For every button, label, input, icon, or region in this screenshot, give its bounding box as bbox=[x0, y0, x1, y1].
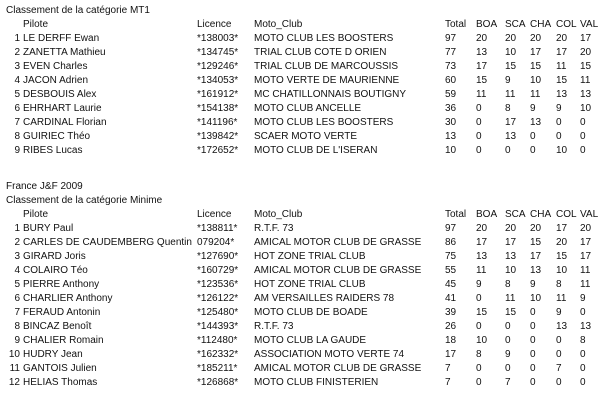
rank: 1 bbox=[14, 223, 20, 234]
score-boa: 13 bbox=[476, 251, 488, 262]
table-row bbox=[0, 102, 600, 115]
licence: *161912* bbox=[197, 89, 239, 100]
score-cha: 20 bbox=[530, 223, 542, 234]
score-boa: 0 bbox=[476, 363, 482, 374]
rank: 6 bbox=[14, 293, 20, 304]
licence: *126122* bbox=[197, 293, 239, 304]
club: MOTO CLUB ANCELLE bbox=[254, 103, 362, 114]
score-sca: 7 bbox=[505, 377, 511, 388]
pilot-name: PIERRE Anthony bbox=[23, 279, 100, 290]
score-sca: 13 bbox=[505, 131, 517, 142]
club: MOTO CLUB FINISTERIEN bbox=[254, 377, 379, 388]
score-cha: 0 bbox=[530, 335, 536, 346]
score-boa: 0 bbox=[476, 131, 482, 142]
header-cha: CHA bbox=[530, 209, 552, 220]
pilot-name: CARLES DE CAUDEMBERG Quentin bbox=[23, 237, 192, 248]
rank: 10 bbox=[8, 349, 20, 360]
header-licence: Licence bbox=[197, 19, 232, 30]
total: 86 bbox=[445, 237, 457, 248]
total: 97 bbox=[445, 33, 457, 44]
score-val: 0 bbox=[580, 131, 586, 142]
score-cha: 15 bbox=[530, 237, 542, 248]
score-col: 8 bbox=[556, 279, 562, 290]
club: R.T.F. 73 bbox=[254, 321, 294, 332]
score-cha: 17 bbox=[530, 47, 542, 58]
licence: *154138* bbox=[197, 103, 239, 114]
pilot-name: RIBES Lucas bbox=[23, 145, 83, 156]
score-val: 17 bbox=[580, 33, 592, 44]
licence: *138811* bbox=[197, 223, 238, 234]
rank: 4 bbox=[14, 265, 20, 276]
table-row bbox=[0, 362, 600, 375]
score-sca: 20 bbox=[505, 33, 517, 44]
licence: *138003* bbox=[197, 33, 239, 44]
table-row bbox=[0, 348, 600, 361]
score-val: 15 bbox=[580, 61, 592, 72]
pilot-name: COLAIRO Téo bbox=[23, 265, 88, 276]
score-val: 11 bbox=[580, 265, 591, 276]
pilot-name: EHRHART Laurie bbox=[23, 103, 102, 114]
score-boa: 0 bbox=[476, 321, 482, 332]
header-val: VAL bbox=[580, 19, 599, 30]
pilot-name: HUDRY Jean bbox=[23, 349, 83, 360]
score-val: 13 bbox=[580, 89, 592, 100]
score-col: 0 bbox=[556, 377, 562, 388]
club: MOTO CLUB LA GAUDE bbox=[254, 335, 367, 346]
pilot-name: GANTOIS Julien bbox=[23, 363, 97, 374]
header-pilot: Pilote bbox=[23, 209, 49, 220]
score-cha: 0 bbox=[530, 363, 536, 374]
score-sca: 0 bbox=[505, 335, 511, 346]
score-col: 15 bbox=[556, 75, 568, 86]
pilot-name: CARDINAL Florian bbox=[23, 117, 107, 128]
score-col: 17 bbox=[556, 47, 568, 58]
club: SCAER MOTO VERTE bbox=[254, 131, 357, 142]
score-col: 10 bbox=[556, 265, 568, 276]
score-cha: 20 bbox=[530, 33, 542, 44]
table-row bbox=[0, 306, 600, 319]
score-sca: 10 bbox=[505, 265, 517, 276]
table-row bbox=[0, 278, 600, 291]
licence: *172652* bbox=[197, 145, 239, 156]
score-cha: 0 bbox=[530, 349, 536, 360]
pilot-name: DESBOUIS Alex bbox=[23, 89, 97, 100]
licence: *112480* bbox=[197, 335, 238, 346]
score-val: 0 bbox=[580, 145, 586, 156]
rank: 7 bbox=[14, 307, 20, 318]
score-sca: 0 bbox=[505, 145, 511, 156]
rank: 6 bbox=[14, 103, 20, 114]
rank: 2 bbox=[14, 47, 20, 58]
header-club: Moto_Club bbox=[254, 19, 303, 30]
pilot-name: HELIAS Thomas bbox=[23, 377, 98, 388]
header-sca: SCA bbox=[505, 209, 526, 220]
header-club: Moto_Club bbox=[254, 209, 303, 220]
score-cha: 9 bbox=[530, 279, 536, 290]
score-val: 11 bbox=[580, 279, 591, 290]
club: ASSOCIATION MOTO VERTE 74 bbox=[254, 349, 405, 360]
club: AMICAL MOTOR CLUB DE GRASSE bbox=[254, 265, 422, 276]
licence: *144393* bbox=[197, 321, 239, 332]
score-val: 0 bbox=[580, 363, 586, 374]
pilot-name: CHARLIER Anthony bbox=[23, 293, 113, 304]
score-col: 0 bbox=[556, 117, 562, 128]
header-total: Total bbox=[445, 209, 467, 220]
total: 60 bbox=[445, 75, 457, 86]
club: HOT ZONE TRIAL CLUB bbox=[254, 279, 366, 290]
rank: 9 bbox=[14, 145, 20, 156]
table-row bbox=[0, 334, 600, 347]
pilot-name: JACON Adrien bbox=[23, 75, 89, 86]
score-sca: 17 bbox=[505, 117, 517, 128]
score-col: 0 bbox=[556, 131, 562, 142]
club: MOTO CLUB DE BOADE bbox=[254, 307, 368, 318]
header-licence: Licence bbox=[197, 209, 232, 220]
rank: 1 bbox=[14, 33, 20, 44]
score-sca: 0 bbox=[505, 363, 511, 374]
total: 55 bbox=[445, 265, 457, 276]
score-boa: 0 bbox=[476, 145, 482, 156]
score-cha: 0 bbox=[530, 131, 536, 142]
pilot-name: GUIRIEC Théo bbox=[23, 131, 91, 142]
section1-title-line bbox=[0, 4, 600, 17]
rank: 12 bbox=[8, 377, 20, 388]
rank: 3 bbox=[14, 251, 20, 262]
section2-title-line bbox=[0, 194, 600, 207]
score-boa: 0 bbox=[476, 377, 482, 388]
score-sca: 15 bbox=[505, 307, 517, 318]
total: 7 bbox=[445, 363, 451, 374]
score-val: 20 bbox=[580, 223, 592, 234]
header-pilot: Pilote bbox=[23, 19, 49, 30]
club: TRIAL CLUB DE MARCOUSSIS bbox=[254, 61, 399, 72]
score-sca: 9 bbox=[505, 75, 511, 86]
total: 73 bbox=[445, 61, 457, 72]
licence: *129246* bbox=[197, 61, 239, 72]
score-sca: 13 bbox=[505, 251, 517, 262]
score-boa: 13 bbox=[476, 47, 488, 58]
club: MOTO VERTE DE MAURIENNE bbox=[254, 75, 400, 86]
table-row bbox=[0, 250, 600, 263]
score-sca: 8 bbox=[505, 279, 511, 290]
club: MC CHATILLONNAIS BOUTIGNY bbox=[254, 89, 407, 100]
score-col: 20 bbox=[556, 237, 568, 248]
score-sca: 20 bbox=[505, 223, 517, 234]
licence: *139842* bbox=[197, 131, 239, 142]
score-sca: 11 bbox=[505, 89, 516, 100]
total: 77 bbox=[445, 47, 457, 58]
table-row bbox=[0, 88, 600, 101]
club: MOTO CLUB DE L'ISERAN bbox=[254, 145, 378, 156]
score-col: 11 bbox=[556, 61, 567, 72]
header-val: VAL bbox=[580, 209, 599, 220]
total: 59 bbox=[445, 89, 457, 100]
total: 10 bbox=[445, 145, 457, 156]
score-val: 0 bbox=[580, 117, 586, 128]
score-sca: 17 bbox=[505, 237, 517, 248]
pilot-name: FERAUD Antonin bbox=[23, 307, 101, 318]
score-val: 0 bbox=[580, 377, 586, 388]
table-row bbox=[0, 116, 600, 129]
rank: 9 bbox=[14, 335, 20, 346]
licence: *141196* bbox=[197, 117, 238, 128]
table-row bbox=[0, 46, 600, 59]
score-val: 8 bbox=[580, 335, 586, 346]
rank: 4 bbox=[14, 75, 20, 86]
score-col: 13 bbox=[556, 89, 568, 100]
score-cha: 0 bbox=[530, 321, 536, 332]
total: 17 bbox=[445, 349, 457, 360]
club: AMICAL MOTOR CLUB DE GRASSE bbox=[254, 363, 422, 374]
section2-header-row bbox=[0, 208, 600, 221]
total: 45 bbox=[445, 279, 457, 290]
rank: 5 bbox=[14, 89, 20, 100]
score-boa: 0 bbox=[476, 103, 482, 114]
table-row bbox=[0, 222, 600, 235]
score-col: 9 bbox=[556, 103, 562, 114]
pilot-name: LE DERFF Ewan bbox=[23, 33, 100, 44]
score-boa: 8 bbox=[476, 349, 482, 360]
table-row bbox=[0, 292, 600, 305]
score-cha: 13 bbox=[530, 117, 542, 128]
header-boa: BOA bbox=[476, 209, 498, 220]
licence: *134053* bbox=[197, 75, 239, 86]
score-val: 17 bbox=[580, 251, 592, 262]
table-row bbox=[0, 130, 600, 143]
score-boa: 10 bbox=[476, 335, 488, 346]
header-total: Total bbox=[445, 19, 467, 30]
score-boa: 9 bbox=[476, 279, 482, 290]
score-cha: 0 bbox=[530, 145, 536, 156]
score-val: 13 bbox=[580, 321, 592, 332]
score-val: 9 bbox=[580, 293, 586, 304]
licence: *185211* bbox=[197, 363, 238, 374]
score-boa: 15 bbox=[476, 75, 488, 86]
score-val: 17 bbox=[580, 237, 592, 248]
section2-title: Classement de la catégorie Minime bbox=[6, 195, 163, 206]
club: MOTO CLUB LES BOOSTERS bbox=[254, 33, 394, 44]
pilot-name: EVEN Charles bbox=[23, 61, 88, 72]
total: 18 bbox=[445, 335, 457, 346]
score-boa: 0 bbox=[476, 293, 482, 304]
rank: 3 bbox=[14, 61, 20, 72]
table-row bbox=[0, 144, 600, 157]
section1-title: Classement de la catégorie MT1 bbox=[6, 5, 150, 16]
section1-header-row bbox=[0, 18, 600, 31]
total: 13 bbox=[445, 131, 457, 142]
licence: *125480* bbox=[197, 307, 239, 318]
header-col: COL bbox=[556, 19, 577, 30]
score-val: 10 bbox=[580, 103, 592, 114]
score-boa: 11 bbox=[476, 89, 487, 100]
club: AM VERSAILLES RAIDERS 78 bbox=[254, 293, 395, 304]
rank: 5 bbox=[14, 279, 20, 290]
total: 30 bbox=[445, 117, 457, 128]
total: 41 bbox=[445, 293, 457, 304]
score-sca: 15 bbox=[505, 61, 517, 72]
score-col: 0 bbox=[556, 349, 562, 360]
rank: 8 bbox=[14, 131, 20, 142]
score-col: 0 bbox=[556, 335, 562, 346]
table-row bbox=[0, 264, 600, 277]
score-boa: 11 bbox=[476, 265, 487, 276]
score-cha: 15 bbox=[530, 61, 542, 72]
pilot-name: CHALIER Romain bbox=[23, 335, 104, 346]
score-boa: 0 bbox=[476, 117, 482, 128]
table-row bbox=[0, 32, 600, 45]
licence: *162332* bbox=[197, 349, 239, 360]
total: 97 bbox=[445, 223, 457, 234]
score-col: 17 bbox=[556, 223, 568, 234]
table-row bbox=[0, 320, 600, 333]
licence: 079204* bbox=[197, 237, 235, 248]
header-cha: CHA bbox=[530, 19, 552, 30]
total: 26 bbox=[445, 321, 457, 332]
rank: 7 bbox=[14, 117, 20, 128]
table-row bbox=[0, 60, 600, 73]
score-val: 11 bbox=[580, 75, 591, 86]
score-val: 0 bbox=[580, 349, 586, 360]
score-sca: 9 bbox=[505, 349, 511, 360]
rank: 2 bbox=[14, 237, 20, 248]
score-cha: 10 bbox=[530, 293, 542, 304]
licence: *123536* bbox=[197, 279, 239, 290]
score-col: 20 bbox=[556, 33, 568, 44]
score-cha: 10 bbox=[530, 75, 542, 86]
licence: *126868* bbox=[197, 377, 239, 388]
rank: 11 bbox=[9, 363, 20, 374]
score-boa: 20 bbox=[476, 33, 488, 44]
header-sca: SCA bbox=[505, 19, 526, 30]
score-sca: 8 bbox=[505, 103, 511, 114]
score-col: 13 bbox=[556, 321, 568, 332]
score-col: 7 bbox=[556, 363, 562, 374]
score-boa: 15 bbox=[476, 307, 488, 318]
score-col: 9 bbox=[556, 307, 562, 318]
rank: 8 bbox=[14, 321, 20, 332]
total: 7 bbox=[445, 377, 451, 388]
score-cha: 0 bbox=[530, 377, 536, 388]
pilot-name: ZANETTA Mathieu bbox=[23, 47, 106, 58]
pilot-name: BINCAZ Benoît bbox=[23, 321, 92, 332]
score-val: 20 bbox=[580, 47, 592, 58]
score-col: 11 bbox=[556, 293, 567, 304]
table-row bbox=[0, 74, 600, 87]
score-sca: 10 bbox=[505, 47, 517, 58]
score-sca: 0 bbox=[505, 321, 511, 332]
pilot-name: BURY Paul bbox=[23, 223, 74, 234]
section2-pretitle: France J&F 2009 bbox=[6, 181, 83, 192]
score-cha: 9 bbox=[530, 103, 536, 114]
club: HOT ZONE TRIAL CLUB bbox=[254, 251, 366, 262]
score-col: 10 bbox=[556, 145, 568, 156]
score-cha: 13 bbox=[530, 265, 542, 276]
section2-pretitle-line bbox=[0, 180, 600, 193]
licence: *127690* bbox=[197, 251, 239, 262]
table-row bbox=[0, 236, 600, 249]
club: TRIAL CLUB COTE D ORIEN bbox=[254, 47, 387, 58]
score-val: 0 bbox=[580, 307, 586, 318]
score-cha: 17 bbox=[530, 251, 542, 262]
score-boa: 17 bbox=[476, 61, 488, 72]
header-col: COL bbox=[556, 209, 577, 220]
score-boa: 20 bbox=[476, 223, 488, 234]
score-boa: 17 bbox=[476, 237, 488, 248]
total: 75 bbox=[445, 251, 457, 262]
club: AMICAL MOTOR CLUB DE GRASSE bbox=[254, 237, 422, 248]
licence: *134745* bbox=[197, 47, 239, 58]
table-row bbox=[0, 376, 600, 389]
score-cha: 0 bbox=[530, 307, 536, 318]
total: 39 bbox=[445, 307, 457, 318]
score-cha: 11 bbox=[530, 89, 541, 100]
club: MOTO CLUB LES BOOSTERS bbox=[254, 117, 394, 128]
header-boa: BOA bbox=[476, 19, 498, 30]
total: 36 bbox=[445, 103, 457, 114]
pilot-name: GIRARD Joris bbox=[23, 251, 86, 262]
score-col: 15 bbox=[556, 251, 568, 262]
licence: *160729* bbox=[197, 265, 239, 276]
score-sca: 11 bbox=[505, 293, 516, 304]
club: R.T.F. 73 bbox=[254, 223, 294, 234]
